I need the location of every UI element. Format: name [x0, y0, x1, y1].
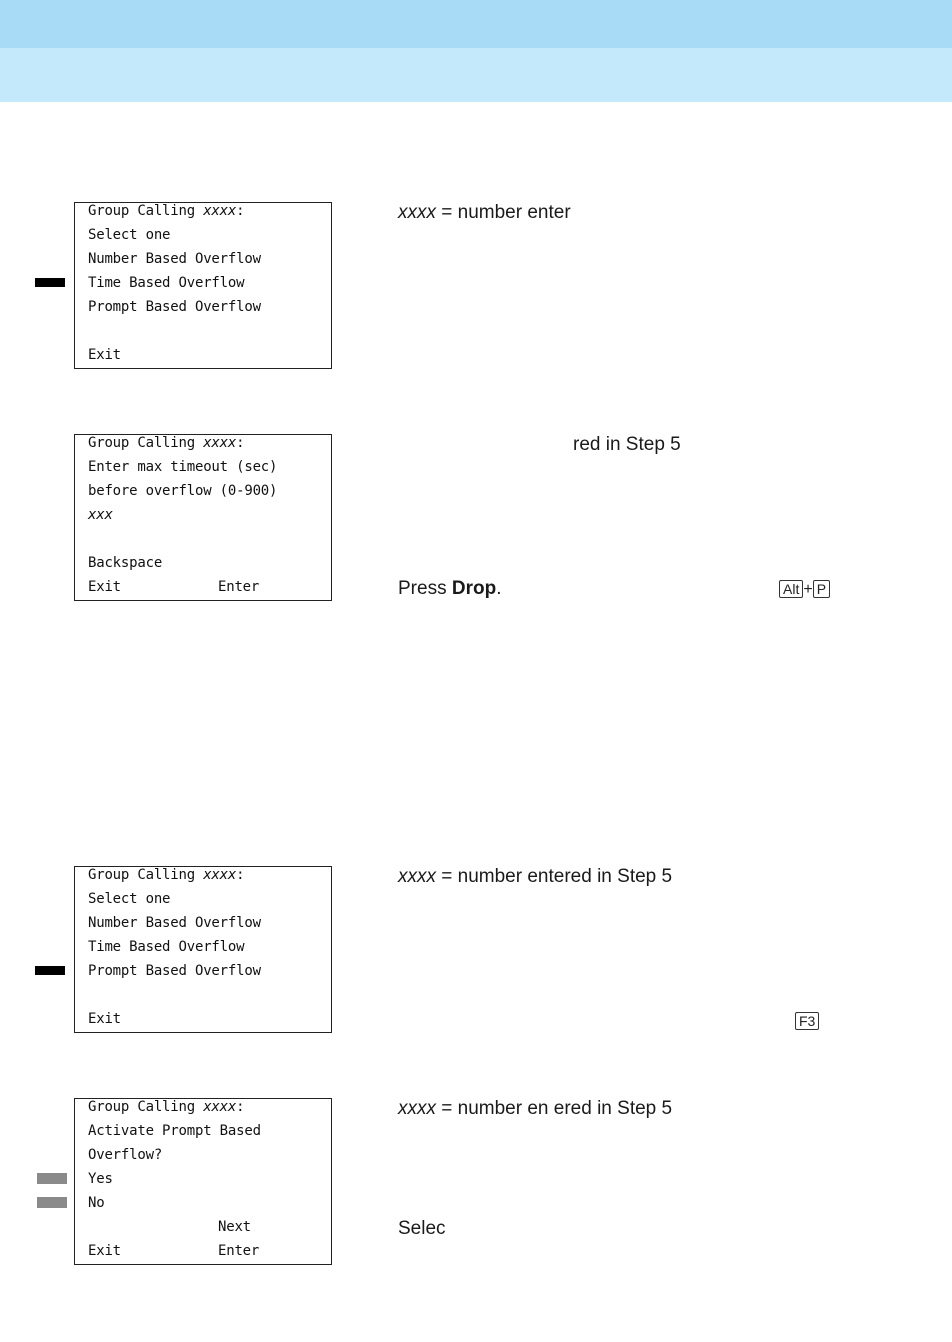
display-line: Overflow? — [88, 1147, 163, 1163]
header-band-bottom — [0, 48, 952, 102]
note-xxxx-definition: xxxx = number entered in Step 5 — [398, 866, 673, 887]
key-f3 — [795, 1012, 819, 1031]
no-option[interactable]: No — [88, 1195, 105, 1211]
exit-option[interactable]: Exit — [88, 1243, 121, 1259]
yes-indicator — [37, 1173, 67, 1184]
console-display-3 — [74, 866, 332, 1033]
display-line: Select one — [88, 891, 171, 907]
note-select: Selec — [398, 1218, 446, 1239]
note-xxxx-definition: xxxx = number enter — [398, 202, 571, 223]
display-title: Group Calling xxxx: — [88, 1099, 245, 1115]
display-line: Select one — [88, 227, 171, 243]
enter-option[interactable]: Enter — [218, 1243, 260, 1259]
display-line: Enter max timeout (sec) — [88, 459, 278, 475]
exit-option[interactable]: Exit — [88, 579, 121, 595]
option-time-based-overflow[interactable]: Time Based Overflow — [88, 939, 245, 955]
display-title: Group Calling xxxx: — [88, 435, 245, 451]
display-line: Activate Prompt Based — [88, 1123, 261, 1139]
option-prompt-based-overflow[interactable]: Prompt Based Overflow — [88, 963, 261, 979]
no-indicator — [37, 1197, 67, 1208]
display-title: Group Calling xxxx: — [88, 867, 245, 883]
display-title: Group Calling xxxx: — [88, 203, 245, 219]
note-step-reference: red in Step 5 — [573, 434, 681, 455]
plus-sign: + — [803, 581, 813, 598]
selection-indicator — [35, 278, 65, 287]
timeout-input[interactable]: xxx — [88, 507, 113, 523]
next-option[interactable]: Next — [218, 1219, 251, 1235]
p-key: P — [813, 580, 830, 598]
enter-option[interactable]: Enter — [218, 579, 260, 595]
display-line: before overflow (0-900) — [88, 483, 278, 499]
console-display-1 — [74, 202, 332, 369]
note-xxxx-definition: xxxx = number en ered in Step 5 — [398, 1098, 673, 1119]
yes-option[interactable]: Yes — [88, 1171, 113, 1187]
key-combo-alt-p — [779, 580, 830, 599]
exit-option[interactable]: Exit — [88, 1011, 121, 1027]
console-display-2 — [74, 434, 332, 601]
console-display-4 — [74, 1098, 332, 1265]
exit-option[interactable]: Exit — [88, 347, 121, 363]
alt-key: Alt — [779, 580, 803, 598]
option-number-based-overflow[interactable]: Number Based Overflow — [88, 915, 261, 931]
selection-indicator — [35, 966, 65, 975]
note-press-drop: Press Drop. — [398, 578, 502, 599]
option-number-based-overflow[interactable]: Number Based Overflow — [88, 251, 261, 267]
option-prompt-based-overflow[interactable]: Prompt Based Overflow — [88, 299, 261, 315]
header-band-top — [0, 0, 952, 48]
option-time-based-overflow[interactable]: Time Based Overflow — [88, 275, 245, 291]
backspace-option[interactable]: Backspace — [88, 555, 163, 571]
f3-key: F3 — [795, 1012, 819, 1030]
